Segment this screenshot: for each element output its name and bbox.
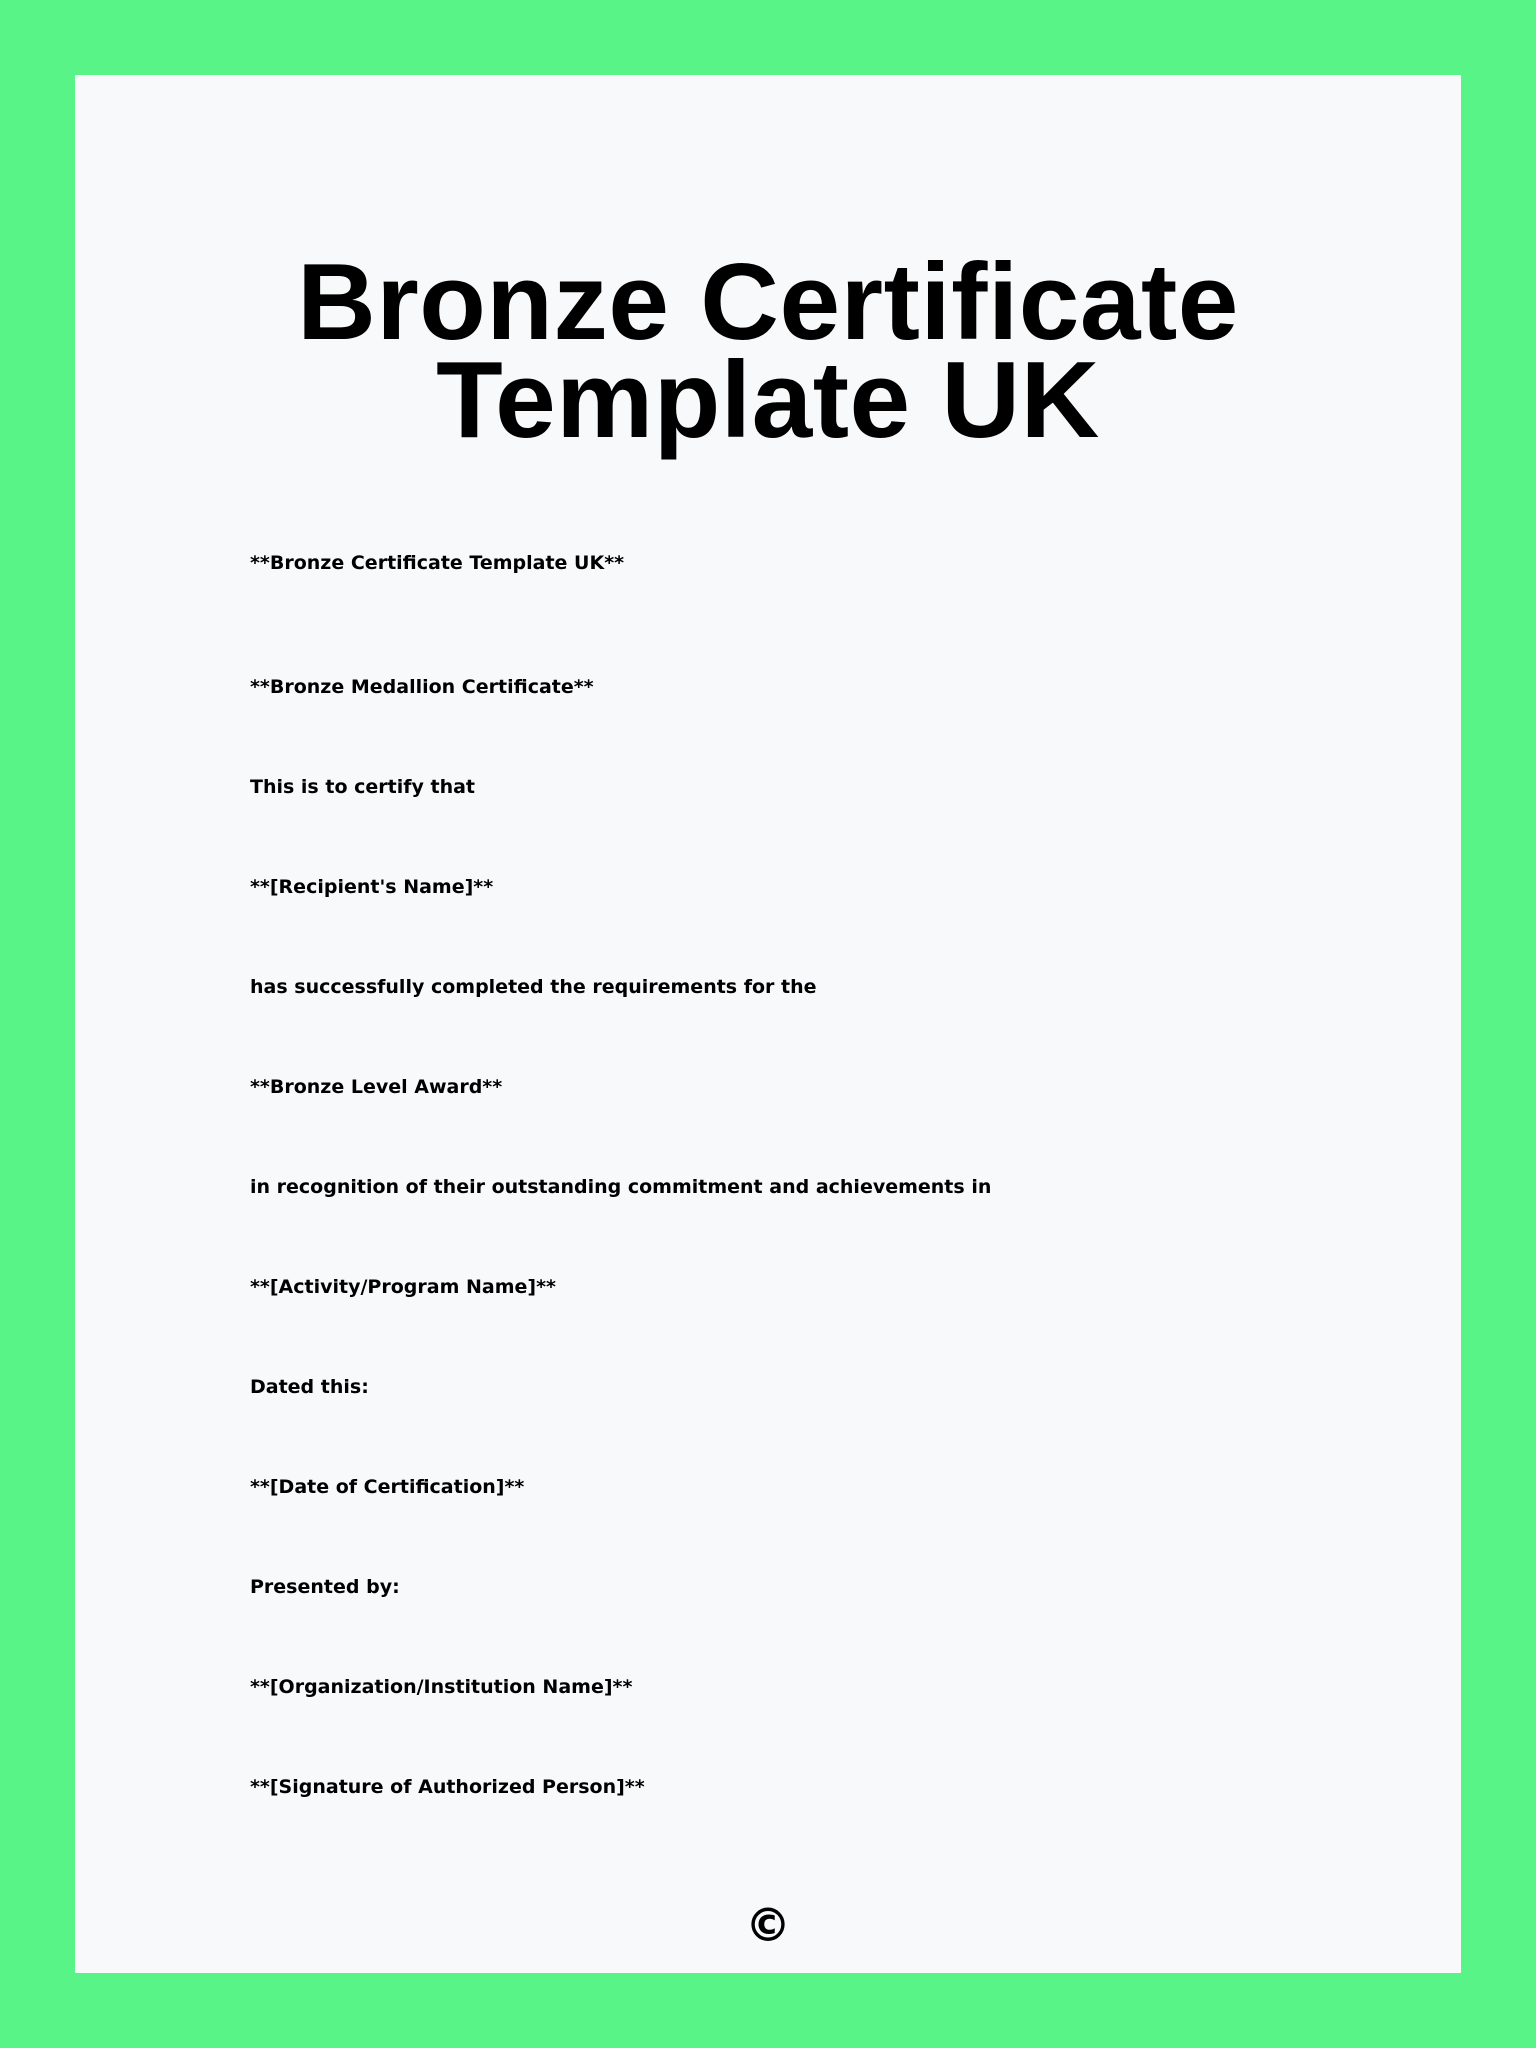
certificate-body xyxy=(250,75,1421,1973)
body-line-date: **[Date of Certification]** xyxy=(250,1476,525,1498)
body-line-completed: has successfully completed the requirements for the xyxy=(250,976,817,998)
body-line-presented-label: Presented by: xyxy=(250,1576,400,1598)
body-line-certificate-name: **Bronze Medallion Certificate** xyxy=(250,676,594,698)
body-line-signature: **[Signature of Authorized Person]** xyxy=(250,1776,645,1798)
copyright-icon: © xyxy=(745,1898,791,1952)
body-line-dated-label: Dated this: xyxy=(250,1376,369,1398)
body-line-activity-name: **[Activity/Program Name]** xyxy=(250,1276,556,1298)
body-line-award-level: **Bronze Level Award** xyxy=(250,1076,503,1098)
body-line-recipient-name: **[Recipient's Name]** xyxy=(250,876,494,898)
body-line-recognition: in recognition of their outstanding commitment and achievements in xyxy=(250,1176,992,1198)
certificate-page xyxy=(75,75,1461,1973)
body-line-certify: This is to certify that xyxy=(250,776,476,798)
body-line-organization: **[Organization/Institution Name]** xyxy=(250,1676,633,1698)
body-line-heading: **Bronze Certificate Template UK** xyxy=(250,552,625,574)
document-title: Bronze Certificate Template UK xyxy=(297,241,1239,461)
